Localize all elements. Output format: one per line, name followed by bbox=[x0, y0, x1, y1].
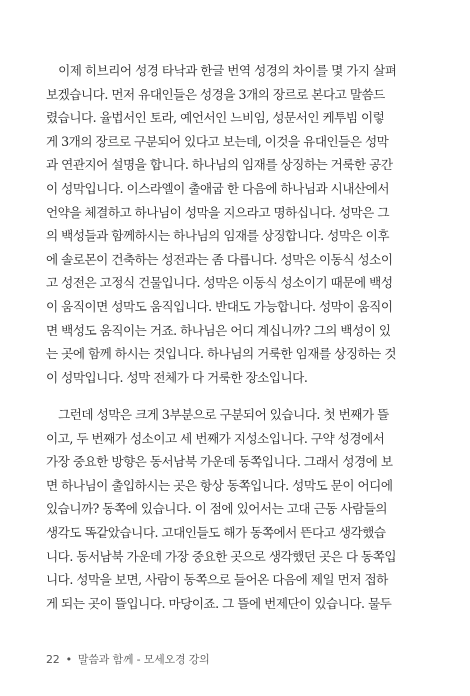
paragraph-1 bbox=[46, 59, 430, 389]
text-line: 니다. 동서남북 가운데 가장 중요한 곳으로 생각했던 곳은 다 동쪽입 bbox=[46, 548, 397, 564]
page-number: 22 bbox=[46, 653, 60, 666]
text-line: 게 3개의 장르로 구분되어 있다고 보는데, 이것을 유대인들은 성막 bbox=[46, 133, 389, 149]
text-line: 이 움직이면 성막도 움직입니다. 반대도 가능합니다. 성막이 움직이 bbox=[46, 298, 393, 314]
text-line: 렸습니다. 율법서인 토라, 예언서인 느비임, 성문서인 케투빔 이렇 bbox=[46, 110, 385, 126]
text-line: 가장 중요한 방향은 동서남북 가운데 동쪽입니다. 그래서 성경에 보 bbox=[46, 454, 393, 470]
text-line: 있습니까? 동쪽에 있습니다. 이 점에 있어서는 고대 근동 사람들의 bbox=[46, 501, 388, 517]
text-line: 면 하나님이 출입하시는 곳은 항상 동쪽입니다. 성막도 문이 어디에 bbox=[46, 477, 393, 493]
text-line: 과 연관지어 설명을 합니다. 하나님의 임재를 상징하는 거룩한 공간 bbox=[46, 157, 393, 173]
text-line: 의 백성들과 함께하시는 하나님의 임재를 상징합니다. 성막은 이후 bbox=[46, 228, 389, 244]
text-line: 언약을 체결하고 하나님이 성막을 지으라고 명하십니다. 성막은 그 bbox=[46, 204, 389, 220]
paragraph-2 bbox=[46, 403, 430, 615]
text-line: 생각도 똑같았습니다. 고대인들도 해가 동쪽에서 뜬다고 생각했습 bbox=[46, 524, 386, 540]
text-line: 는 곳에 함께 하시는 것입니다. 하나님의 거룩한 임재를 상징하는 것 bbox=[46, 346, 397, 362]
text-line: 그런데 성막은 크게 3부분으로 구분되어 있습니다. 첫 번째가 뜰 bbox=[46, 407, 389, 422]
text-line: 보겠습니다. 먼저 유대인들은 성경을 3개의 장르로 본다고 말씀드 bbox=[46, 86, 385, 102]
text-line: 고 성전은 고정식 건물입니다. 성막은 이동식 성소이기 때문에 백성 bbox=[46, 275, 393, 291]
text-line: 이 성막입니다. 성막 전체가 다 거룩한 장소입니다. bbox=[46, 369, 308, 385]
page-footer bbox=[46, 651, 210, 667]
text-line: 이 성막입니다. 이스라엘이 출애굽 한 다음에 하나님과 시내산에서 bbox=[46, 180, 389, 196]
book-title: 말씀과 함께 - 모세오경 강의 bbox=[77, 653, 210, 666]
text-line: 게 되는 곳이 뜰입니다. 마당이죠. 그 뜰에 번제단이 있습니다. 물두 bbox=[46, 595, 392, 611]
text-line: 면 백성도 움직이는 거죠. 하나님은 어디 계십니까? 그의 백성이 있 bbox=[46, 322, 391, 338]
footer-separator: • bbox=[65, 653, 72, 666]
text-line: 에 솔로몬이 건축하는 성전과는 좀 다릅니다. 성막은 이동식 성소이 bbox=[46, 251, 393, 267]
text-line: 니다. 성막을 보면, 사람이 동쪽으로 들어온 다음에 제일 먼저 접하 bbox=[46, 572, 388, 588]
text-line: 이고, 두 번째가 성소이고 세 번째가 지성소입니다. 구약 성경에서 bbox=[46, 430, 385, 446]
text-line: 이제 히브리어 성경 타낙과 한글 번역 성경의 차이를 몇 가지 살펴 bbox=[46, 63, 397, 78]
